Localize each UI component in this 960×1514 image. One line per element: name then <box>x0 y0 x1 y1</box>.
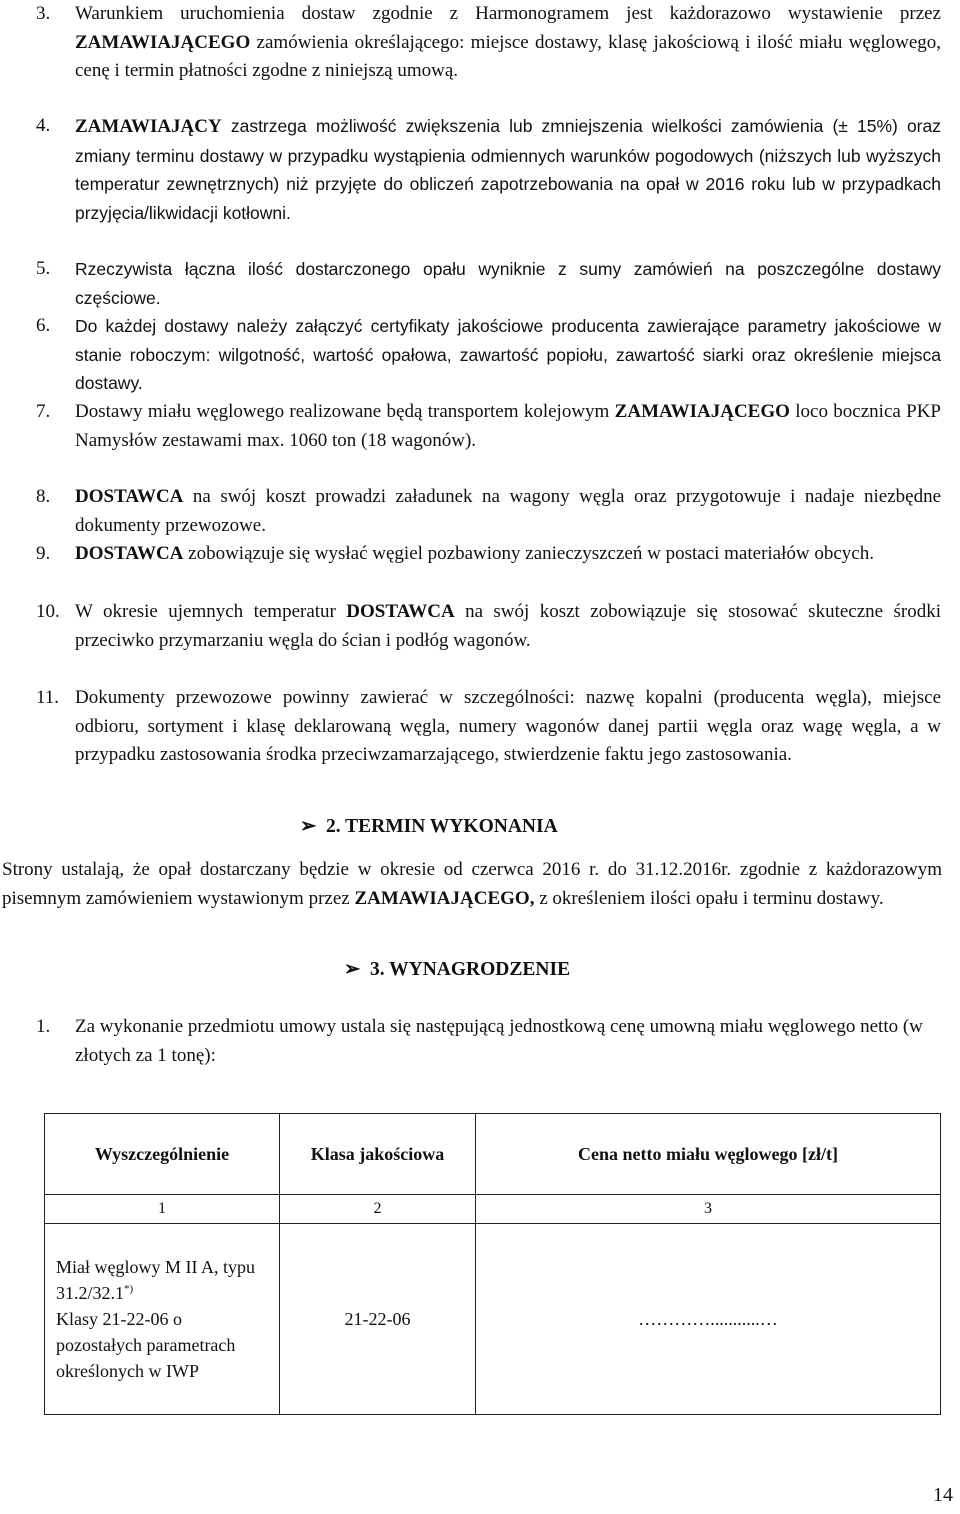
item-number: 10. <box>36 601 60 622</box>
table-header-cell: Klasa jakościowa <box>280 1114 476 1195</box>
table-index-row <box>45 1195 941 1224</box>
item-text: DOSTAWCA na swój koszt prowadzi załadunek na wagony węgla oraz przygotowuje i nadaje niezbędne dokumenty przewozowe. <box>75 486 941 536</box>
section-heading-termin: ➢ 2. TERMIN WYKONANIA <box>300 813 558 842</box>
item-text: Dokumenty przewozowe powinny zawierać w szczególności: nazwę kopalni (producenta węgla), miejsce odbioru, sortyment i klasę deklarowaną węgla, numery wagonów danej partii węgla oraz wagę węgla, a w przypadku zastosowania środka przeciwzamarzającego, stwierdzenie faktu jego zastosowania. <box>75 687 941 765</box>
table-cell-price: …………...........… <box>476 1224 941 1415</box>
table-index-cell: 2 <box>280 1195 476 1224</box>
table-index-cell: 3 <box>476 1195 941 1224</box>
price-table <box>44 1113 941 1415</box>
arrow-bullet-icon: ➢ <box>344 959 361 980</box>
table-header-row <box>45 1114 941 1195</box>
item-number: 9. <box>36 543 51 564</box>
table-header-cell: Wyszczególnienie <box>45 1114 280 1195</box>
item-text: Warunkiem uruchomienia dostaw zgodnie z Harmonogramem jest każdorazowo wystawienie przez ZAMAWIAJĄCEGO zamówienia określającego: miejsce dostawy, klasę jakościową i ilość miału węglowego, cenę i termin płatności zgodne z niniejszą umową. <box>75 3 941 81</box>
table-header-cell: Cena netto miału węglowego [zł/t] <box>476 1114 941 1195</box>
item-number: 7. <box>36 401 51 422</box>
table-row <box>45 1224 941 1415</box>
section-heading-wynagrodzenie: ➢ 3. WYNAGRODZENIE <box>344 956 570 985</box>
paragraph-termin: Strony ustalają, że opał dostarczany będzie w okresie od czerwca 2016 r. do 31.12.2016r. zgodnie z każdorazowym pisemnym zamówieniem wystawionym przez ZAMAWIAJĄCEGO, z określeniem ilości opału i terminu dostawy. <box>2 859 942 909</box>
item-number: 6. <box>36 315 51 336</box>
item-text: Do każdej dostawy należy załączyć certyfikaty jakościowe producenta zawierające parametry jakościowe w stanie roboczym: wilgotność, wartość opałowa, zawartość popiołu, zawartość siarki oraz określenie miejsca dostawy. <box>75 316 941 393</box>
table-index-cell: 1 <box>45 1195 280 1224</box>
item-number: 4. <box>36 115 51 136</box>
item-text: Rzeczywista łączna ilość dostarczonego opału wyniknie z sumy zamówień na poszczególne dostawy częściowe. <box>75 259 941 308</box>
page-number: 14 <box>933 1484 953 1506</box>
item-number: 1. <box>36 1016 51 1037</box>
item-text: Dostawy miału węglowego realizowane będą transportem kolejowym ZAMAWIAJĄCEGO loco bocznica PKP Namysłów zestawami max. 1060 ton (18 wagonów). <box>75 401 942 451</box>
item-number: 5. <box>36 258 51 279</box>
item-number: 11. <box>36 687 60 708</box>
item-text: ZAMAWIAJĄCY zastrzega możliwość zwiększenia lub zmniejszenia wielkości zamówienia (± 15%) oraz zmiany terminu dostawy w przypadku wystąpienia odmiennych warunków pogodowych (niższych lub wyższych temperatur zewnętrznych) niż przyjęte do obliczeń zapotrzebowania na opał w 2016 roku lub w przypadkach przyjęcia/likwidacji kotłowni. <box>75 116 941 223</box>
item-text: W okresie ujemnych temperatur DOSTAWCA na swój koszt zobowiązuje się stosować skuteczne środki przeciwko przymarzaniu węgla do ścian i podłóg wagonów. <box>75 601 941 651</box>
table-cell-description: Miał węglowy M II A, typu 31.2/32.1*) Klasy 21-22-06 o pozostałych parametrach określonych w IWP <box>45 1224 280 1415</box>
arrow-bullet-icon: ➢ <box>300 816 317 837</box>
item-number: 8. <box>36 486 51 507</box>
item-number: 3. <box>36 3 51 24</box>
table-cell-class: 21-22-06 <box>280 1224 476 1415</box>
item-text: Za wykonanie przedmiotu umowy ustala się następującą jednostkową cenę umowną miału węglowego netto (w złotych za 1 tonę): <box>75 1016 923 1066</box>
item-text: DOSTAWCA zobowiązuje się wysłać węgiel pozbawiony zanieczyszczeń w postaci materiałów obcych. <box>75 543 874 564</box>
